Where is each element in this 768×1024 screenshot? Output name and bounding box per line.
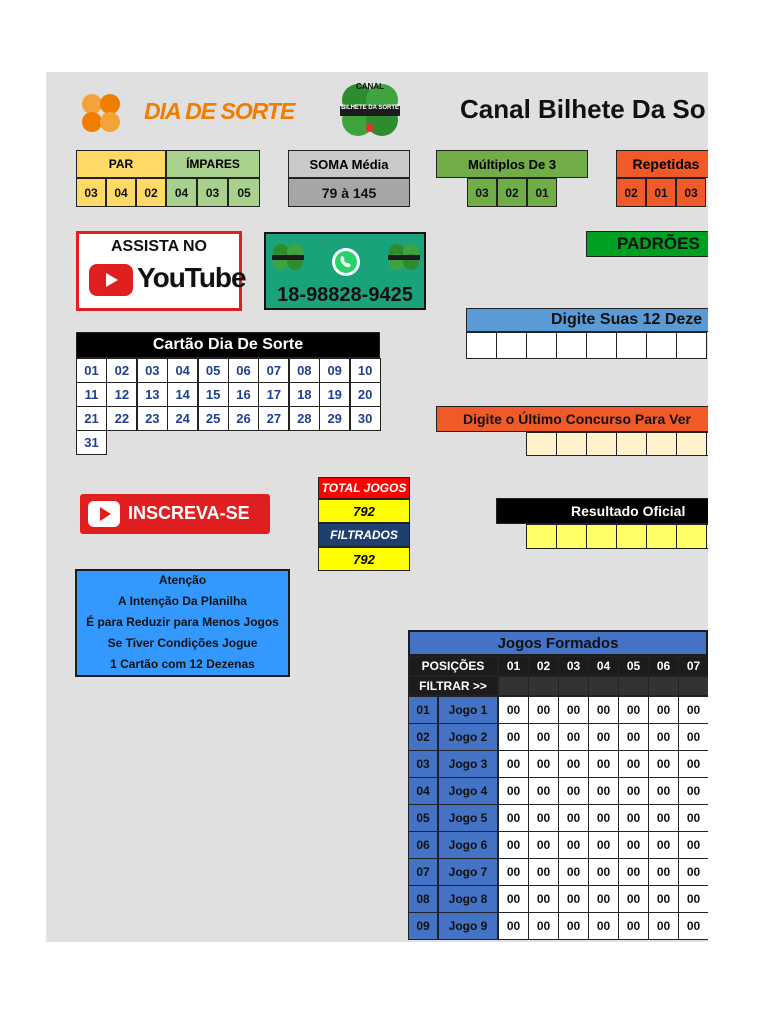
jogo-label: Jogo 2 xyxy=(438,723,498,751)
cartao-number[interactable]: 19 xyxy=(319,382,350,407)
jogo-value: 00 xyxy=(588,831,619,859)
repetidas-value: 03 xyxy=(676,178,706,207)
cartao-number[interactable]: 06 xyxy=(228,358,259,383)
cartao-number[interactable]: 17 xyxy=(258,382,289,407)
ultimo-concurso-cell[interactable] xyxy=(676,432,707,456)
digite-12-cell[interactable] xyxy=(586,332,617,359)
jogo-value: 00 xyxy=(528,777,559,805)
cartao-number[interactable]: 15 xyxy=(198,382,229,407)
brand-logo-text: DIA DE SORTE xyxy=(144,98,295,124)
jogo-value: 00 xyxy=(618,858,649,886)
youtube-play-icon xyxy=(89,264,133,296)
ultimo-concurso-cell[interactable] xyxy=(526,432,557,456)
jogo-index: 01 xyxy=(408,696,438,724)
jogo-value: 00 xyxy=(648,723,679,751)
jogo-value: 00 xyxy=(618,723,649,751)
jogo-value: 00 xyxy=(618,804,649,832)
multiplos-value: 03 xyxy=(467,178,497,207)
jogo-value: 00 xyxy=(618,885,649,913)
jogo-value: 00 xyxy=(528,804,559,832)
resultado-cell[interactable] xyxy=(616,524,647,549)
atencao-line: Atenção xyxy=(158,573,207,587)
jogo-value: 00 xyxy=(558,696,589,724)
digite-12-header: Digite Suas 12 Deze xyxy=(466,308,708,332)
spreadsheet xyxy=(46,72,708,942)
badge-top-text: CANAL xyxy=(356,82,384,91)
total-jogos-label: TOTAL JOGOS xyxy=(318,477,410,499)
cartao-number[interactable]: 04 xyxy=(167,358,198,383)
jogo-index: 08 xyxy=(408,885,438,913)
jogo-value: 00 xyxy=(498,723,529,751)
filtrar-cell[interactable] xyxy=(558,676,589,696)
digite-12-cell[interactable] xyxy=(526,332,557,359)
cartao-number[interactable]: 13 xyxy=(137,382,168,407)
padroes-header: PADRÕES xyxy=(586,231,708,257)
cartao-number[interactable]: 25 xyxy=(198,406,229,431)
jogo-label: Jogo 9 xyxy=(438,912,498,940)
clover-icon xyxy=(78,90,124,136)
jogos-header: Jogos Formados xyxy=(408,630,708,656)
jogo-value: 00 xyxy=(678,831,708,859)
resultado-cell[interactable] xyxy=(646,524,677,549)
resultado-cell[interactable] xyxy=(586,524,617,549)
jogo-value: 00 xyxy=(648,912,679,940)
cartao-number[interactable]: 20 xyxy=(350,382,381,407)
jogo-index: 06 xyxy=(408,831,438,859)
youtube-link[interactable] xyxy=(76,231,246,311)
cartao-number[interactable]: 02 xyxy=(106,358,137,383)
cartao-number[interactable]: 23 xyxy=(137,406,168,431)
multiplos-value: 02 xyxy=(497,178,527,207)
cartao-number[interactable]: 05 xyxy=(198,358,229,383)
jogo-label: Jogo 6 xyxy=(438,831,498,859)
resultado-cell[interactable] xyxy=(706,524,708,549)
jogo-value: 00 xyxy=(528,885,559,913)
page-title: Canal Bilhete Da So xyxy=(460,94,706,124)
cartao-number[interactable]: 21 xyxy=(76,406,107,431)
whatsapp-icon xyxy=(330,246,362,278)
jogo-value: 00 xyxy=(498,885,529,913)
jogo-value: 00 xyxy=(558,858,589,886)
jogo-value: 00 xyxy=(498,696,529,724)
jogo-value: 00 xyxy=(558,777,589,805)
ultimo-concurso-cell[interactable] xyxy=(586,432,617,456)
jogo-value: 00 xyxy=(618,777,649,805)
whatsapp-badge-left-icon xyxy=(270,242,306,272)
par-header: PAR xyxy=(76,150,166,178)
soma-value: 79 à 145 xyxy=(288,178,410,207)
jogo-value: 00 xyxy=(558,804,589,832)
cartao-number[interactable]: 18 xyxy=(289,382,320,407)
jogo-value: 00 xyxy=(618,831,649,859)
atencao-box xyxy=(75,569,290,677)
jogo-value: 00 xyxy=(648,777,679,805)
jogo-index: 02 xyxy=(408,723,438,751)
jogo-value: 00 xyxy=(588,804,619,832)
digite-12-cell[interactable] xyxy=(556,332,587,359)
jogo-value: 00 xyxy=(648,831,679,859)
par-value: 04 xyxy=(106,178,136,207)
jogo-value: 00 xyxy=(618,912,649,940)
par-value: 03 xyxy=(76,178,106,207)
cartao-number[interactable]: 03 xyxy=(137,358,168,383)
impares-value: 04 xyxy=(166,178,197,207)
jogo-value: 00 xyxy=(498,750,529,778)
jogos-column-header: 07 xyxy=(678,656,708,676)
cartao-number[interactable]: 10 xyxy=(350,358,381,383)
jogos-column-header: 02 xyxy=(528,656,559,676)
jogo-value: 00 xyxy=(678,750,708,778)
jogo-index: 05 xyxy=(408,804,438,832)
whatsapp-badge-right-icon xyxy=(386,242,422,272)
jogo-value: 00 xyxy=(558,723,589,751)
cartao-number[interactable]: 26 xyxy=(228,406,259,431)
cartao-number[interactable]: 29 xyxy=(319,406,350,431)
jogo-value: 00 xyxy=(648,750,679,778)
filtrar-cell[interactable] xyxy=(528,676,559,696)
impares-header: ÍMPARES xyxy=(166,150,260,178)
badge-bottom-text: BILHETE DA SORTE xyxy=(340,105,400,111)
cartao-number[interactable]: 07 xyxy=(258,358,289,383)
cartao-header: Cartão Dia De Sorte xyxy=(76,332,380,358)
resultado-cell[interactable] xyxy=(526,524,557,549)
cartao-number[interactable]: 08 xyxy=(289,358,320,383)
jogo-value: 00 xyxy=(558,831,589,859)
jogo-value: 00 xyxy=(678,777,708,805)
cartao-number[interactable]: 14 xyxy=(167,382,198,407)
subscribe-play-icon xyxy=(88,501,120,527)
jogo-value: 00 xyxy=(648,885,679,913)
jogo-index: 07 xyxy=(408,858,438,886)
jogo-index: 04 xyxy=(408,777,438,805)
whatsapp-phone: 18-98828-9425 xyxy=(277,284,413,306)
cartao-number[interactable]: 24 xyxy=(167,406,198,431)
digite-12-cell[interactable] xyxy=(616,332,647,359)
repetidas-value: 02 xyxy=(616,178,646,207)
jogo-value: 00 xyxy=(558,750,589,778)
assista-text: ASSISTA NO xyxy=(110,238,207,255)
cartao-number[interactable]: 27 xyxy=(258,406,289,431)
jogo-value: 00 xyxy=(648,804,679,832)
jogo-value: 00 xyxy=(678,912,708,940)
jogo-value: 00 xyxy=(588,723,619,751)
jogo-value: 00 xyxy=(588,777,619,805)
jogo-label: Jogo 4 xyxy=(438,777,498,805)
ultimo-concurso-cell[interactable] xyxy=(616,432,647,456)
cartao-number[interactable]: 28 xyxy=(289,406,320,431)
filtrar-cell[interactable] xyxy=(678,676,708,696)
whatsapp-banner[interactable] xyxy=(264,232,426,310)
jogo-label: Jogo 7 xyxy=(438,858,498,886)
jogo-value: 00 xyxy=(588,696,619,724)
jogo-value: 00 xyxy=(498,777,529,805)
repetidas-header: Repetidas xyxy=(616,150,708,178)
atencao-line: É para Reduzir para Menos Jogos xyxy=(86,615,279,629)
subscribe-button[interactable] xyxy=(80,494,270,534)
jogo-value: 00 xyxy=(558,885,589,913)
resultado-header: Resultado Oficial xyxy=(496,498,708,524)
jogo-value: 00 xyxy=(678,804,708,832)
jogo-value: 00 xyxy=(678,723,708,751)
jogo-value: 00 xyxy=(528,750,559,778)
filtrados-label: FILTRADOS xyxy=(318,523,410,547)
resultado-cell[interactable] xyxy=(556,524,587,549)
ultimo-concurso-header: Digite o Último Concurso Para Ver xyxy=(436,406,708,432)
cartao-number[interactable]: 31 xyxy=(76,430,107,455)
jogo-index: 09 xyxy=(408,912,438,940)
filtrar-cell[interactable] xyxy=(648,676,679,696)
digite-12-cell[interactable] xyxy=(496,332,527,359)
resultado-cell[interactable] xyxy=(676,524,707,549)
jogos-column-header: 01 xyxy=(498,656,529,676)
jogo-label: Jogo 5 xyxy=(438,804,498,832)
jogo-index: 03 xyxy=(408,750,438,778)
ultimo-concurso-cell[interactable] xyxy=(556,432,587,456)
jogo-value: 00 xyxy=(588,912,619,940)
jogo-value: 00 xyxy=(648,696,679,724)
jogo-value: 00 xyxy=(588,885,619,913)
soma-header: SOMA Média xyxy=(288,150,410,178)
jogo-value: 00 xyxy=(528,912,559,940)
jogos-column-header: 05 xyxy=(618,656,649,676)
impares-value: 05 xyxy=(228,178,260,207)
atencao-line: A Intenção Da Planilha xyxy=(118,594,247,608)
filtrar-label: FILTRAR >> xyxy=(408,676,498,696)
filtrar-cell[interactable] xyxy=(618,676,649,696)
cartao-number[interactable]: 09 xyxy=(319,358,350,383)
jogo-value: 00 xyxy=(618,750,649,778)
jogo-label: Jogo 1 xyxy=(438,696,498,724)
atencao-line: 1 Cartão com 12 Dezenas xyxy=(110,657,255,671)
subscribe-label: INSCREVA-SE xyxy=(128,503,250,523)
jogo-value: 00 xyxy=(588,750,619,778)
jogo-value: 00 xyxy=(498,912,529,940)
jogo-label: Jogo 3 xyxy=(438,750,498,778)
filtrados-value: 792 xyxy=(318,547,410,571)
digite-12-cell[interactable] xyxy=(466,332,497,359)
jogos-column-header: 04 xyxy=(588,656,619,676)
impares-value: 03 xyxy=(197,178,228,207)
cartao-number[interactable]: 12 xyxy=(106,382,137,407)
filtrar-cell[interactable] xyxy=(498,676,529,696)
jogo-value: 00 xyxy=(528,831,559,859)
jogo-value: 00 xyxy=(678,858,708,886)
multiplos-header: Múltiplos De 3 xyxy=(436,150,588,178)
jogo-value: 00 xyxy=(528,696,559,724)
jogos-column-header: 03 xyxy=(558,656,589,676)
youtube-wordmark: YouTube xyxy=(137,262,246,293)
par-value: 02 xyxy=(136,178,166,207)
jogos-column-header: 06 xyxy=(648,656,679,676)
posicoes-label: POSIÇÕES xyxy=(408,656,498,676)
jogo-value: 00 xyxy=(618,696,649,724)
filtrar-cell[interactable] xyxy=(588,676,619,696)
cartao-number[interactable]: 16 xyxy=(228,382,259,407)
cartao-number[interactable]: 22 xyxy=(106,406,137,431)
total-jogos-value: 792 xyxy=(318,499,410,523)
digite-12-cell[interactable] xyxy=(676,332,707,359)
jogo-value: 00 xyxy=(498,858,529,886)
repetidas-value: 01 xyxy=(646,178,676,207)
ultimo-concurso-cell[interactable] xyxy=(646,432,677,456)
cartao-number[interactable]: 30 xyxy=(350,406,381,431)
atencao-line: Se Tiver Condições Jogue xyxy=(107,636,258,650)
jogo-value: 00 xyxy=(678,885,708,913)
jogo-value: 00 xyxy=(678,696,708,724)
cartao-number[interactable]: 01 xyxy=(76,358,107,383)
digite-12-cell[interactable] xyxy=(646,332,677,359)
jogo-label: Jogo 8 xyxy=(438,885,498,913)
jogo-value: 00 xyxy=(648,858,679,886)
multiplos-value: 01 xyxy=(527,178,557,207)
cartao-number[interactable]: 11 xyxy=(76,382,107,407)
jogo-value: 00 xyxy=(498,804,529,832)
jogo-value: 00 xyxy=(528,723,559,751)
jogo-value: 00 xyxy=(558,912,589,940)
jogo-value: 00 xyxy=(528,858,559,886)
jogo-value: 00 xyxy=(498,831,529,859)
ultimo-concurso-cell[interactable] xyxy=(706,432,708,456)
jogo-value: 00 xyxy=(588,858,619,886)
